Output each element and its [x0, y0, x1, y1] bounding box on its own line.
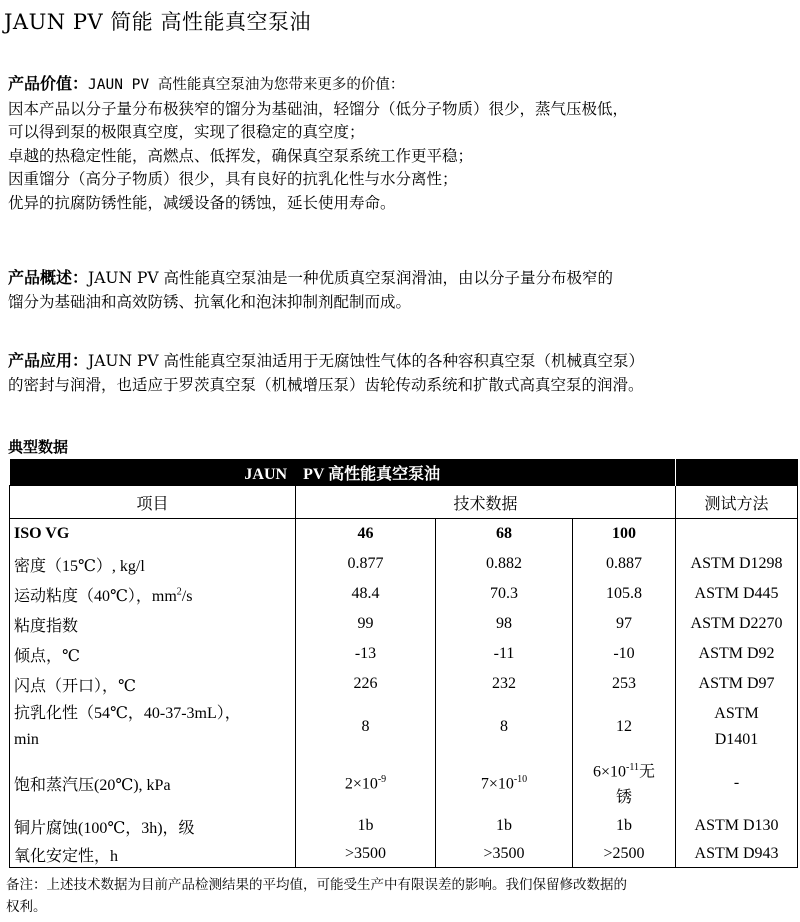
document-title: JAUN PV 简能 高性能真空泵油: [4, 10, 311, 34]
value-exp: -10: [513, 773, 528, 785]
row-value: 98: [436, 609, 573, 639]
row-value: 99: [296, 609, 436, 639]
table-row: [10, 579, 798, 609]
value-line-1: [577, 755, 671, 785]
row-value: 105.8: [573, 579, 676, 609]
row-value: >3500: [436, 841, 573, 868]
row-value: 1b: [296, 811, 436, 841]
row-item: 粘度指数: [10, 609, 296, 639]
value-section: [8, 72, 628, 215]
value-line-2: 锈: [616, 789, 633, 807]
row-value: -13: [296, 639, 436, 669]
value-exp: -9: [377, 773, 387, 785]
row-value: 1b: [436, 811, 573, 841]
row-value: [296, 755, 436, 811]
row-method: ASTM D2270: [676, 609, 798, 639]
table-row: [10, 699, 798, 755]
table-row: [10, 519, 798, 550]
table-row: [10, 755, 798, 811]
row-value: 8: [436, 699, 573, 755]
row-value: 232: [436, 669, 573, 699]
row-item-line-2: min: [14, 731, 39, 748]
value-line: 因重馏分（高分子物质）很少，具有良好的抗乳化性与水分离性；: [8, 170, 458, 188]
table-row: [10, 639, 798, 669]
row-method: -: [676, 755, 798, 811]
row-item-line-1: 抗乳化性（54℃，40-37-3mL），: [14, 705, 241, 722]
value-line: 因本产品以分子量分布极狭窄的馏分为基础油，轻馏分（低分子物质）很少，蒸气压极低，: [8, 99, 629, 118]
footnote-line-2: 权利。: [6, 899, 47, 915]
col-method-header: 测试方法: [676, 486, 798, 519]
row-value: >3500: [296, 841, 436, 868]
value-base: 7×10: [480, 774, 514, 792]
table-row: [10, 549, 798, 579]
spec-table: [9, 459, 798, 868]
row-item: 倾点，℃: [10, 639, 296, 669]
row-method: ASTM D1298: [676, 549, 798, 579]
table-row: [10, 811, 798, 841]
row-value: [573, 755, 676, 811]
application-line-2: 的密封与润滑，也适应于罗茨真空泵（机械增压泵）齿轮传动系统和扩散式高真空泵的润滑。: [8, 376, 644, 394]
row-method: ASTM D445: [676, 579, 798, 609]
row-method-line-1: ASTM: [714, 705, 759, 722]
table-row: [10, 609, 798, 639]
row-item: [10, 699, 296, 755]
value-intro: JAUN PV 高性能真空泵油为您带来更多的价值：: [88, 77, 405, 93]
value-base: 2×10: [344, 774, 378, 792]
overview-line-1: [8, 266, 613, 290]
row-method: ASTM D97: [676, 669, 798, 699]
row-item: [10, 579, 296, 609]
row-value: 8: [296, 699, 436, 755]
row-value: -10: [573, 639, 676, 669]
col-item-header: 项目: [10, 486, 296, 519]
application-label: 产品应用：: [8, 351, 89, 370]
row-value: >2500: [573, 841, 676, 868]
table-caption: 典型数据: [8, 438, 69, 456]
value-intro-line: [8, 72, 628, 98]
grade-method-blank: [676, 519, 798, 550]
row-item-pre: 运动粘度（40℃），mm: [14, 587, 177, 605]
row-value: 0.882: [436, 549, 573, 579]
row-value: 48.4: [296, 579, 436, 609]
row-value: 0.887: [573, 549, 676, 579]
row-value: 1b: [573, 811, 676, 841]
row-method: [676, 699, 798, 755]
row-value: -11: [436, 639, 573, 669]
row-value: [436, 755, 573, 811]
row-item: 铜片腐蚀(100℃，3h)，级: [10, 811, 296, 841]
row-item: 闪点（开口），℃: [10, 669, 296, 699]
value-line: 优异的抗腐防锈性能，减缓设备的锈蚀，延长使用寿命。: [8, 193, 396, 212]
grade-100: 100: [573, 519, 676, 550]
overview-line-2: 馏分为基础油和高效防锈、抗氧化和泡沫抑制剂配制而成。: [8, 293, 412, 311]
footnote-line-1: 备注：上述技术数据为目前产品检测结果的平均值，可能受生产中有限误差的影响。我们保留修改数据的: [6, 877, 627, 893]
overview-label: 产品概述：: [8, 268, 89, 287]
row-value: 226: [296, 669, 436, 699]
row-item: 密度（15℃）, kg/l: [10, 549, 296, 579]
row-method: ASTM D943: [676, 841, 798, 868]
value-line: 可以得到泵的极限真空度，实现了很稳定的真空度；: [8, 123, 365, 141]
overview-text-1: JAUN PV 高性能真空泵油是一种优质真空泵润滑油，由以分子量分布极窄的: [88, 269, 614, 287]
table-subheader-row: [10, 486, 798, 519]
row-method: ASTM D92: [676, 639, 798, 669]
grade-label: ISO VG: [10, 519, 296, 550]
application-text-1: JAUN PV 高性能真空泵油适用于无腐蚀性气体的各种容积真空泵（机械真空泵）: [88, 352, 645, 370]
value-label: 产品价值：: [8, 74, 89, 93]
table-header-row: [10, 459, 798, 486]
overview-section: [8, 266, 613, 314]
row-item-sup: 2: [176, 586, 182, 598]
row-value: 70.3: [436, 579, 573, 609]
grade-46: 46: [296, 519, 436, 550]
footnote: [6, 874, 786, 918]
row-value: 12: [573, 699, 676, 755]
value-exp: -11: [626, 762, 639, 773]
row-value: 0.877: [296, 549, 436, 579]
row-item: 饱和蒸汽压(20℃), kPa: [10, 755, 296, 811]
product-header-blank: [676, 459, 798, 486]
value-line: 卓越的热稳定性能，高燃点、低挥发，确保真空泵系统工作更平稳；: [8, 146, 474, 165]
row-value: 253: [573, 669, 676, 699]
row-item-post: /s: [181, 587, 193, 605]
row-method-line-2: D1401: [714, 731, 759, 748]
application-line-1: [8, 349, 644, 373]
row-item: 氧化安定性，h: [10, 841, 296, 868]
col-data-header: 技术数据: [296, 486, 676, 519]
table-row: [10, 841, 798, 868]
value-base: 6×10: [593, 763, 627, 781]
grade-68: 68: [436, 519, 573, 550]
product-header: JAUN PV 高性能真空泵油: [10, 459, 676, 486]
value-suffix: 无: [639, 763, 656, 781]
row-value: 97: [573, 609, 676, 639]
table-row: [10, 669, 798, 699]
application-section: [8, 349, 644, 397]
row-method: ASTM D130: [676, 811, 798, 841]
